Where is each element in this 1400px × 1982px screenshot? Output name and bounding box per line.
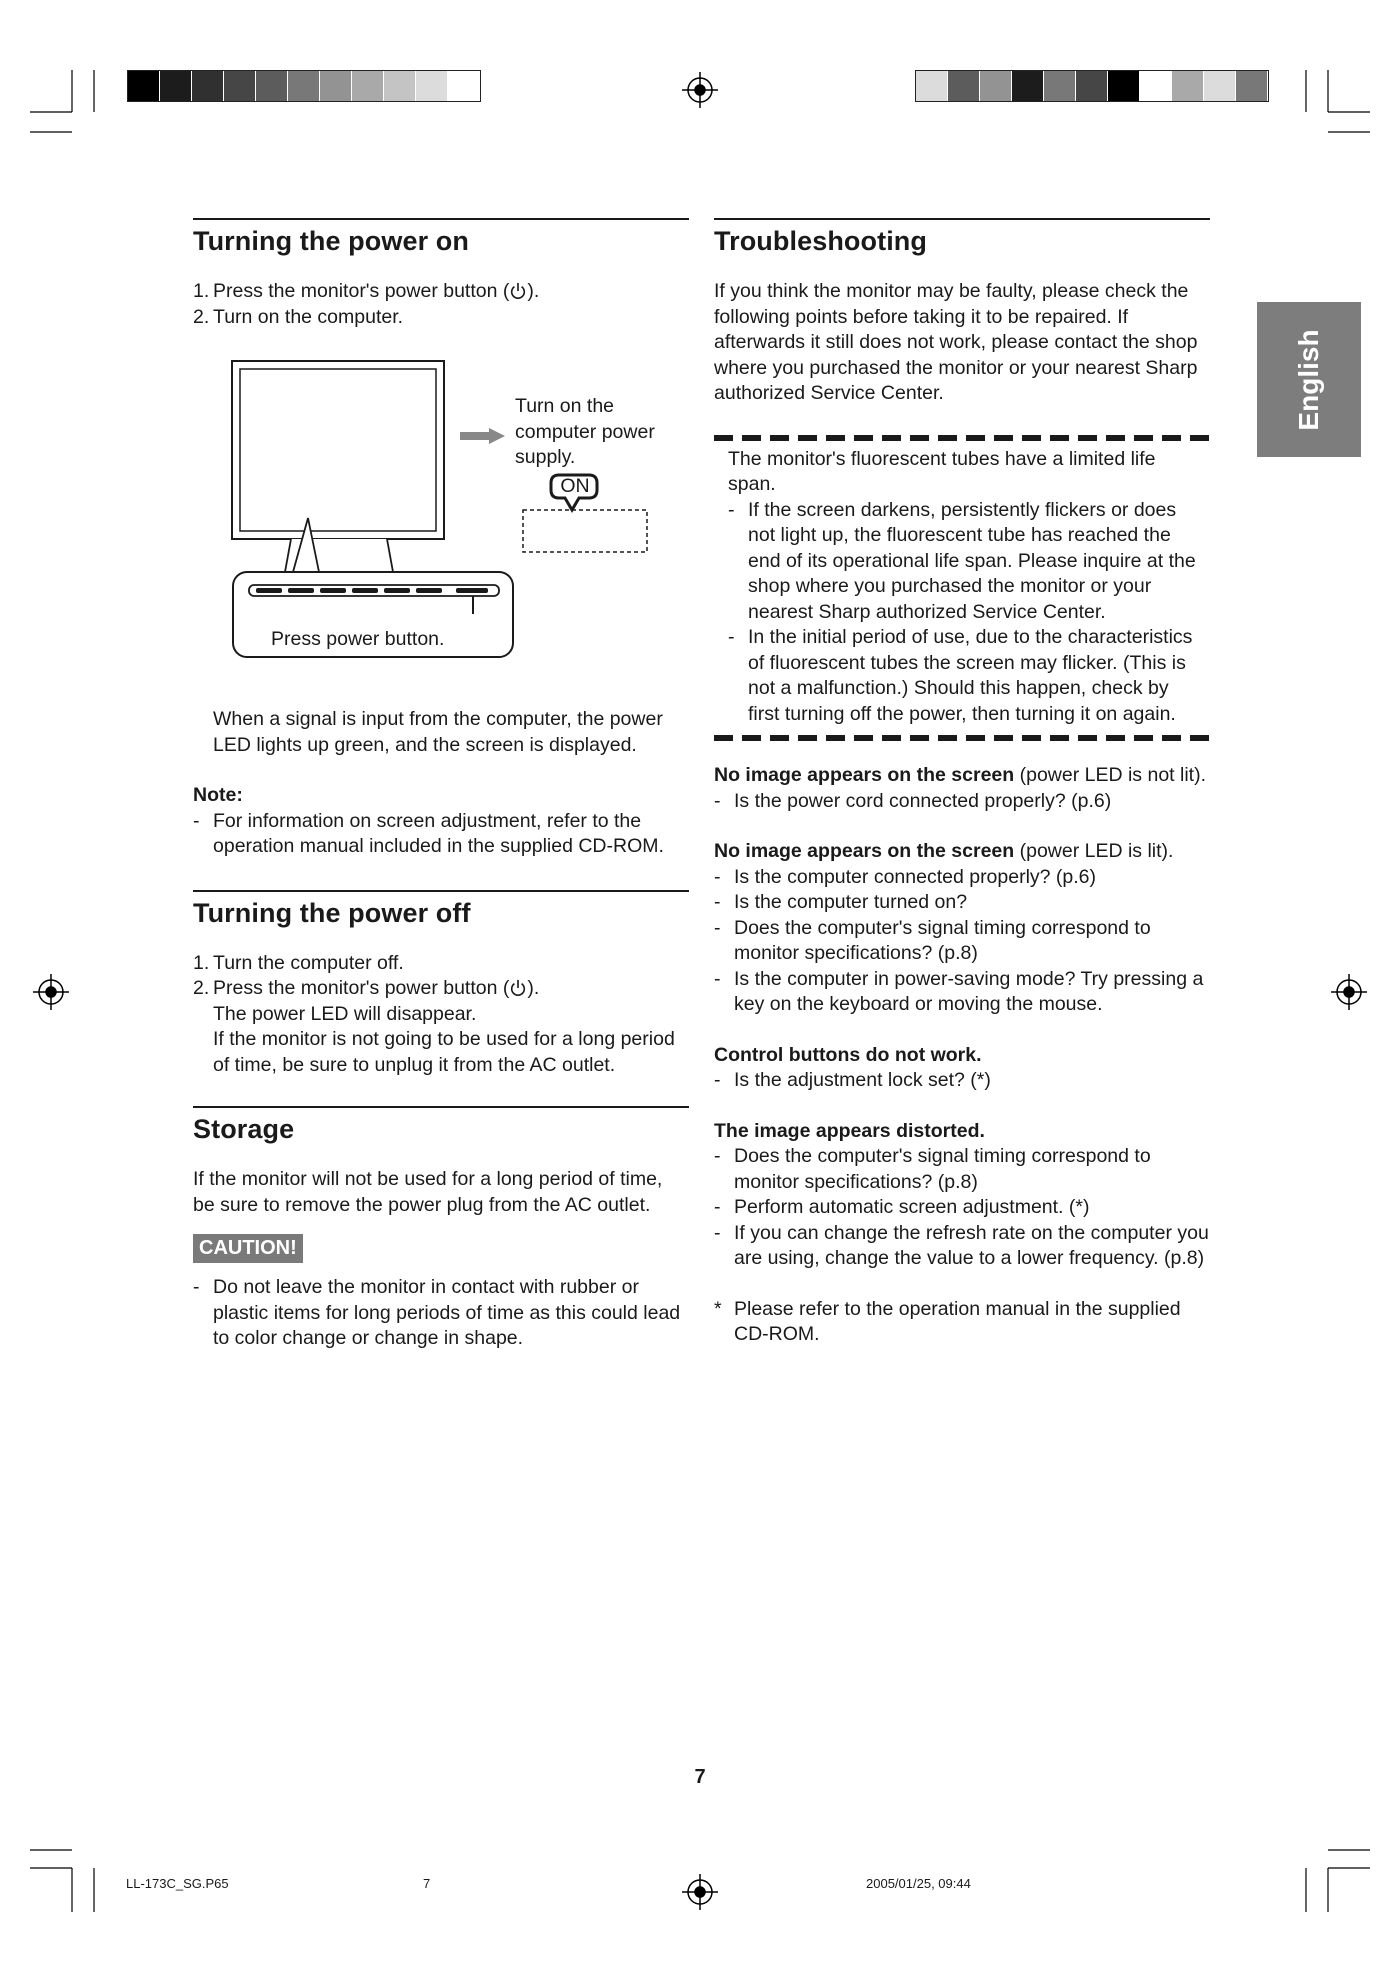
footnote [714, 1297, 1210, 1348]
trouble-list [714, 1068, 1210, 1094]
footer-date: 2005/01/25, 09:44 [866, 1876, 971, 1891]
trouble-heading-bold: No image appears on the screen [714, 840, 1015, 862]
step-text: Turn on the computer. [213, 305, 404, 328]
footer-file: LL-173C_SG.P65 [126, 1876, 229, 1891]
trouble-section-2 [714, 839, 1210, 1018]
trouble-item: - Is the power cord connected properly? (p.6) [714, 789, 1210, 815]
power-on-step-2 [193, 305, 689, 331]
step-number: 2. [193, 977, 210, 999]
trouble-heading [714, 1043, 1210, 1069]
trouble-heading [714, 763, 1210, 789]
footnote-text: Please refer to the operation manual in the supplied CD-ROM. [734, 1297, 1181, 1345]
trouble-item: - Perform automatic screen adjustment. (*) [714, 1195, 1210, 1221]
caution-list [193, 1275, 689, 1352]
trouble-heading-normal: (power LED is not lit). [1014, 764, 1206, 786]
power-off-extra-2: If the monitor is not going to be used for a long period of time, be sure to unplug it from the AC outlet. [213, 1028, 675, 1076]
note-list [193, 809, 689, 860]
storage-title: Storage [193, 1114, 295, 1144]
trouble-heading-bold: The image appears distorted. [714, 1119, 985, 1142]
press-power-label: Press power button. [271, 628, 445, 650]
page-number: 7 [694, 1766, 706, 1788]
trouble-list [714, 789, 1210, 815]
supply-label: Turn on the computer power supply. [515, 395, 655, 468]
trouble-section-4 [714, 1119, 1210, 1272]
power-on-steps [193, 279, 689, 330]
box-list [728, 498, 1202, 728]
box-item: - If the screen darkens, persistently flickers or does not light up, the fluorescent tube has reached the end of its operational life span. Please inquire at the shop where you purchased the monitor or your nearest Sharp authorized Service Center. [728, 498, 1202, 626]
left-column [193, 218, 689, 1352]
power-off-step-2 [193, 976, 689, 1002]
caution-item: - Do not leave the monitor in contact with rubber or plastic items for long periods of time as this could lead to color change or change in shape. [193, 1275, 689, 1352]
language-tab [1257, 302, 1361, 457]
trouble-item: - Is the computer in power-saving mode? Try pressing a key on the keyboard or moving the mouse. [714, 967, 1210, 1018]
power-icon [509, 979, 527, 997]
trouble-item: - If you can change the refresh rate on the computer you are using, change the value to a lower frequency. (p.8) [714, 1221, 1210, 1272]
power-off-extra-1: The power LED will disappear. [213, 1002, 477, 1025]
trouble-heading-bold: No image appears on the screen [714, 764, 1015, 786]
note-item: - For information on screen adjustment, refer to the operation manual included in the supplied CD-ROM. [193, 809, 689, 860]
step-number: 1. [193, 951, 210, 974]
storage-text: If the monitor will not be used for a long period of time, be sure to remove the power plug from the AC outlet. [193, 1168, 663, 1216]
step-text: Press the monitor's power button ( [213, 280, 510, 302]
section-rule [193, 218, 689, 220]
trouble-item: - Is the adjustment lock set? (*) [714, 1068, 1210, 1094]
troubleshooting-title: Troubleshooting [714, 226, 927, 256]
step-text: Press the monitor's power button ( [213, 977, 510, 999]
trouble-heading-bold: Control buttons do not work. [714, 1043, 982, 1066]
section-rule [193, 1106, 689, 1108]
step-text: Turn the computer off. [213, 951, 404, 974]
dashed-divider [714, 735, 1210, 741]
step-number: 2. [193, 305, 210, 328]
section-rule [714, 218, 1210, 220]
trouble-list [714, 1144, 1210, 1272]
trouble-item: - Does the computer's signal timing correspond to monitor specifications? (p.8) [714, 916, 1210, 967]
box-item: - In the initial period of use, due to the characteristics of fluorescent tubes the screen may flicker. (This is not a malfunction.) Should this happen, check by first turning off the power, then turning it on again. [728, 625, 1202, 727]
caution-badge: CAUTION! [193, 1234, 303, 1263]
right-column [714, 218, 1210, 1348]
trouble-item: - Is the computer turned on? [714, 890, 1210, 916]
trouble-item: - Is the computer connected properly? (p.6) [714, 865, 1210, 891]
trouble-item: - Does the computer's signal timing correspond to monitor specifications? (p.8) [714, 1144, 1210, 1195]
fluorescent-box [714, 441, 1210, 736]
power-off-step-1 [193, 951, 689, 977]
trouble-heading-normal: (power LED is lit). [1014, 840, 1174, 862]
power-on-figure [193, 342, 689, 697]
trouble-section-3 [714, 1043, 1210, 1094]
registration-mark-top [682, 72, 718, 108]
language-tab-label: English [1293, 328, 1324, 431]
power-on-after: When a signal is input from the computer, the power LED lights up green, and the screen is displayed. [213, 708, 663, 756]
power-on-step-1 [193, 279, 689, 305]
trouble-list [714, 865, 1210, 1018]
footnote-mark: * [714, 1297, 722, 1320]
trouble-heading [714, 1119, 1210, 1145]
step-suffix: ). [527, 280, 540, 302]
step-suffix: ). [527, 977, 540, 999]
section-rule [193, 890, 689, 892]
power-on-title: Turning the power on [193, 226, 469, 256]
power-icon [509, 282, 527, 300]
step-number: 1. [193, 280, 210, 302]
on-label: ON [560, 475, 590, 497]
footer-page: 7 [423, 1876, 431, 1891]
trouble-heading [714, 839, 1210, 865]
troubleshooting-intro: If you think the monitor may be faulty, please check the following points before taking it to be repaired. If afterwards it still does not work, please contact the shop where you purchased the monitor or your nearest Sharp authorized Service Center. [714, 280, 1198, 404]
trouble-section-1 [714, 763, 1210, 814]
box-lead: The monitor's fluorescent tubes have a limited life span. [728, 447, 1156, 495]
power-off-title: Turning the power off [193, 897, 471, 928]
note-title: Note: [193, 784, 243, 806]
power-off-steps [193, 951, 689, 1002]
